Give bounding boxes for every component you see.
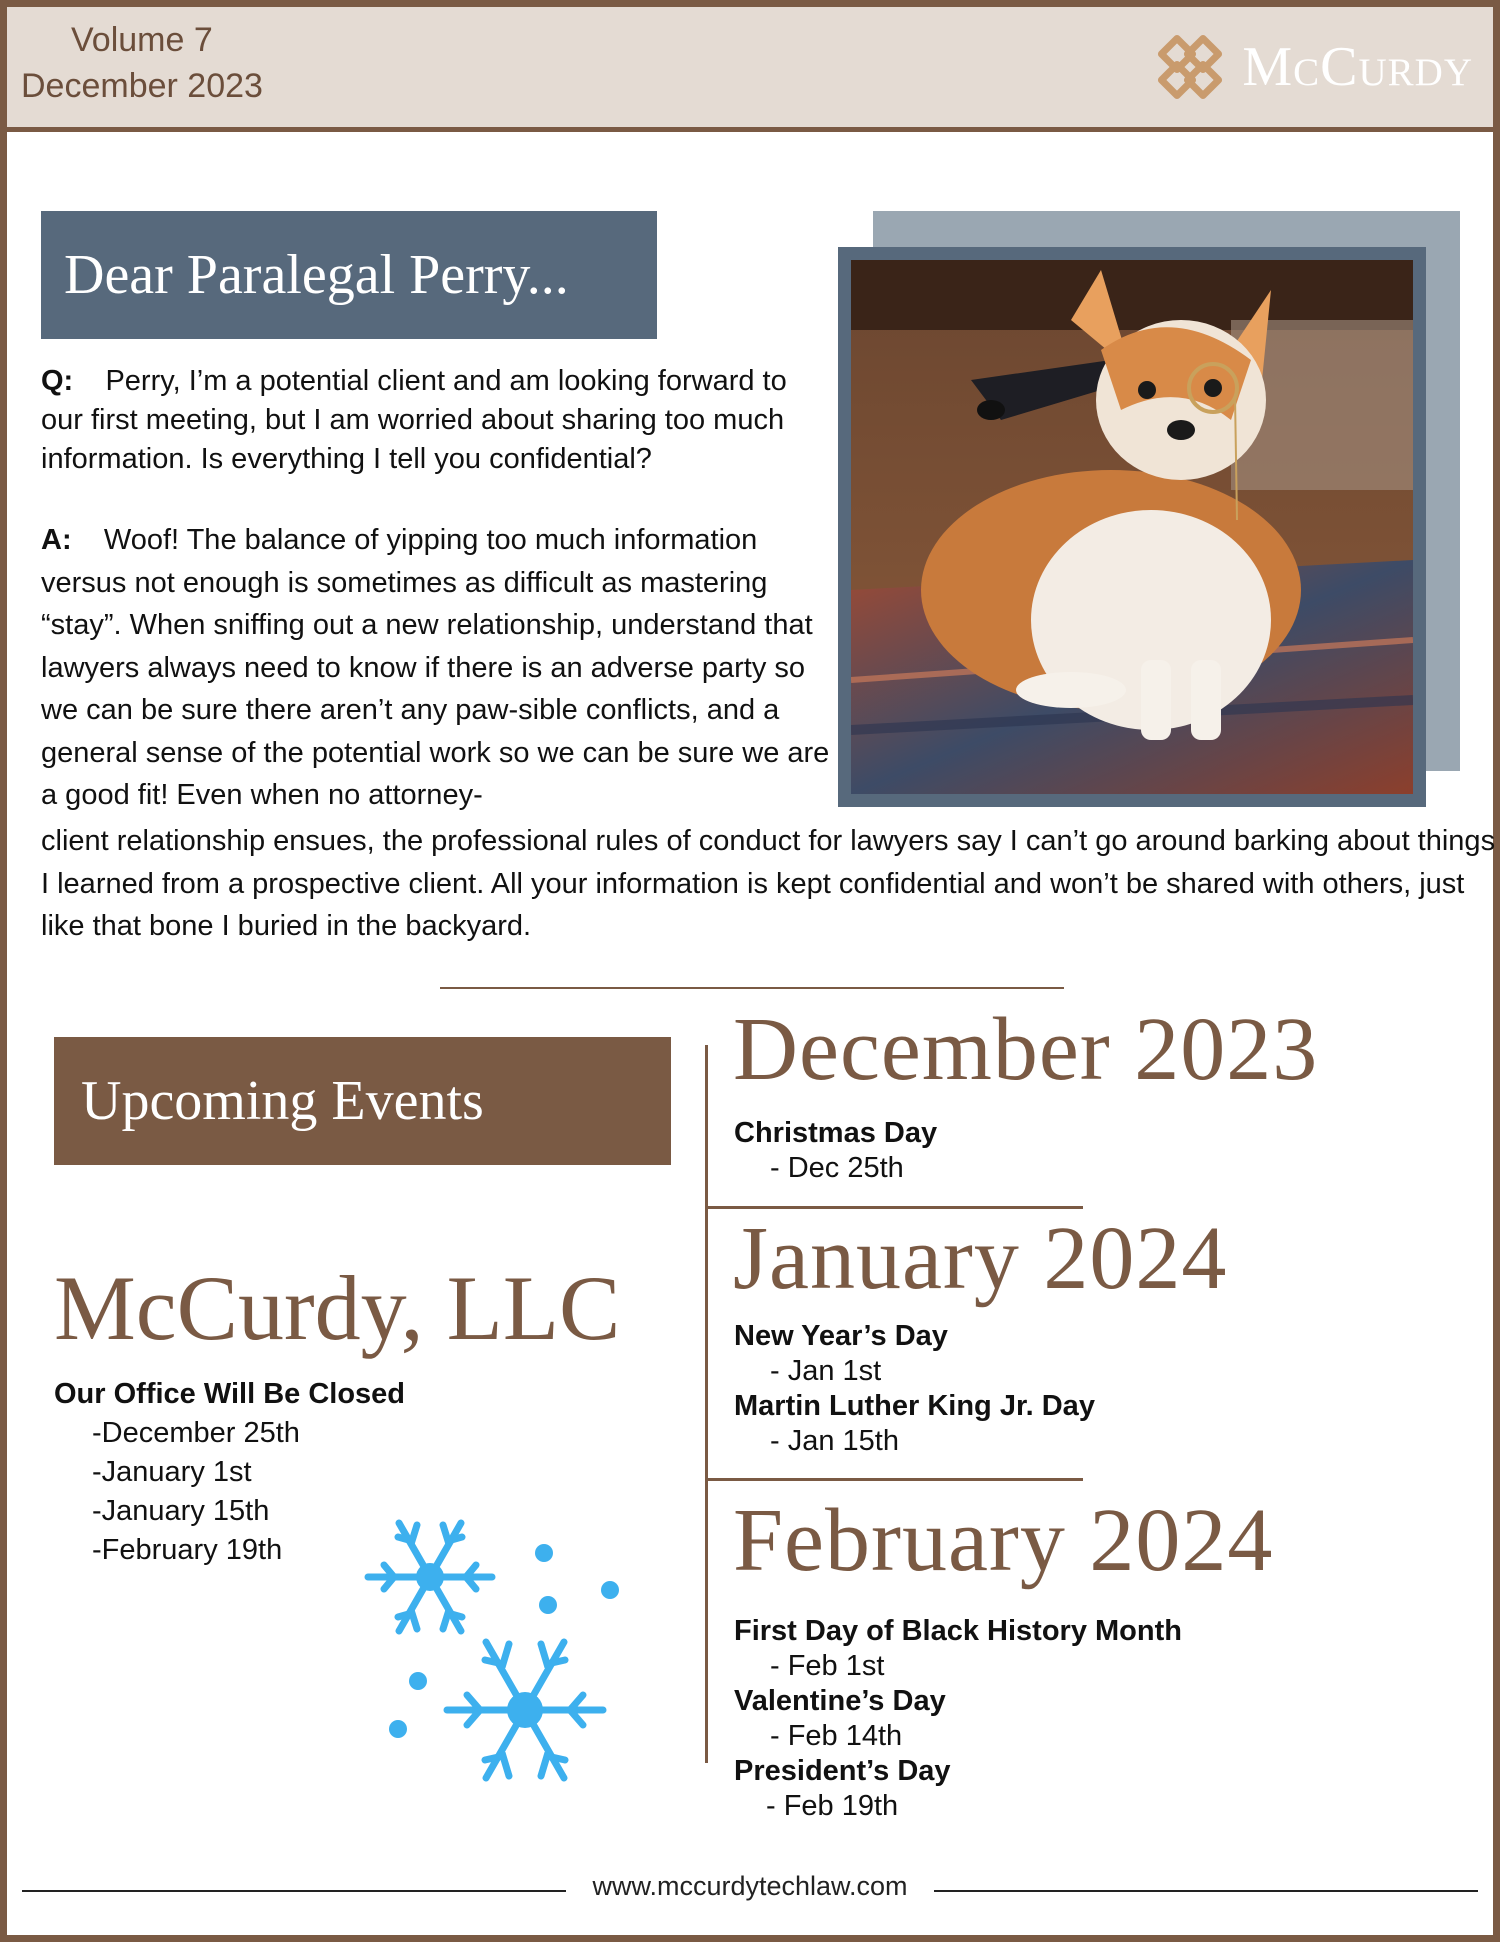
brand-name: McCurdy (1242, 36, 1473, 98)
answer-label: A: (41, 524, 72, 556)
event-name: President’s Day (734, 1755, 951, 1787)
events-timeline-line (705, 1045, 708, 1763)
firm-name: McCurdy, LLC (54, 1257, 621, 1359)
month-heading-january: January 2024 (733, 1209, 1228, 1308)
perry-column-title: Dear Paralegal Perry... (41, 211, 657, 339)
month-separator (705, 1478, 1083, 1481)
event-date: - Dec 25th (770, 1152, 904, 1184)
brand-logo (1152, 27, 1473, 107)
event-name: Valentine’s Day (734, 1685, 946, 1717)
footer-rule-right (934, 1890, 1478, 1892)
month-heading-december: December 2023 (733, 1000, 1319, 1099)
footer-website-link[interactable]: www.mccurdytechlaw.com (592, 1871, 908, 1901)
issue-date: December 2023 (21, 67, 263, 105)
question-text: Perry, I’m a potential client and am looking forward to our first meeting, but I am worried about sharing too much information. Is everything I tell you confidential? (41, 365, 787, 475)
event-date: - Feb 19th (766, 1790, 899, 1822)
event-name: Martin Luther King Jr. Day (734, 1390, 1095, 1422)
event-date: - Jan 15th (770, 1425, 899, 1457)
snowflake-icon (447, 1642, 603, 1778)
closed-date: -February 19th (92, 1534, 283, 1566)
newsletter-header (7, 7, 1493, 132)
knot-icon (1152, 29, 1228, 105)
question-label: Q: (41, 365, 74, 397)
event-date: - Feb 14th (770, 1720, 903, 1752)
events-section-title: Upcoming Events (54, 1037, 671, 1165)
snowflake-decoration (350, 1505, 630, 1795)
month-heading-february: February 2024 (733, 1491, 1274, 1590)
event-date: - Feb 1st (770, 1650, 885, 1682)
volume-label: Volume 7 (71, 21, 213, 59)
event-name: New Year’s Day (734, 1320, 948, 1352)
event-name: Christmas Day (734, 1117, 938, 1149)
closed-date: -January 15th (92, 1495, 270, 1527)
event-name: First Day of Black History Month (734, 1615, 1182, 1647)
question-paragraph (41, 362, 831, 479)
closed-date: -December 25th (92, 1417, 300, 1449)
snowflake-icon (368, 1523, 492, 1631)
footer-rule-left (22, 1890, 566, 1892)
answer-text: Woof! The balance of yipping too much information versus not enough is sometimes as difficult as mastering “stay”. When sniffing out a new relationship, understand that lawyers always need to know if there is an adverse party so we can be sure there aren’t any paw-sible conflicts, and a general sense of the potential work so we can be sure we are a good fit! Even when no attorney- (41, 524, 830, 811)
section-divider (440, 987, 1064, 989)
corgi-photo (851, 260, 1413, 794)
office-closed-heading: Our Office Will Be Closed (54, 1378, 406, 1410)
event-date: - Jan 1st (770, 1355, 882, 1387)
answer-text-continued: client relationship ensues, the professional rules of conduct for lawyers say I can’t go around barking about things I learned from a prospective client. All your information is kept confidential and won’t be shared with others, just like that bone I buried in the backyard. (41, 825, 1496, 942)
closed-date: -January 1st (92, 1456, 252, 1488)
answer-paragraph (41, 519, 831, 817)
